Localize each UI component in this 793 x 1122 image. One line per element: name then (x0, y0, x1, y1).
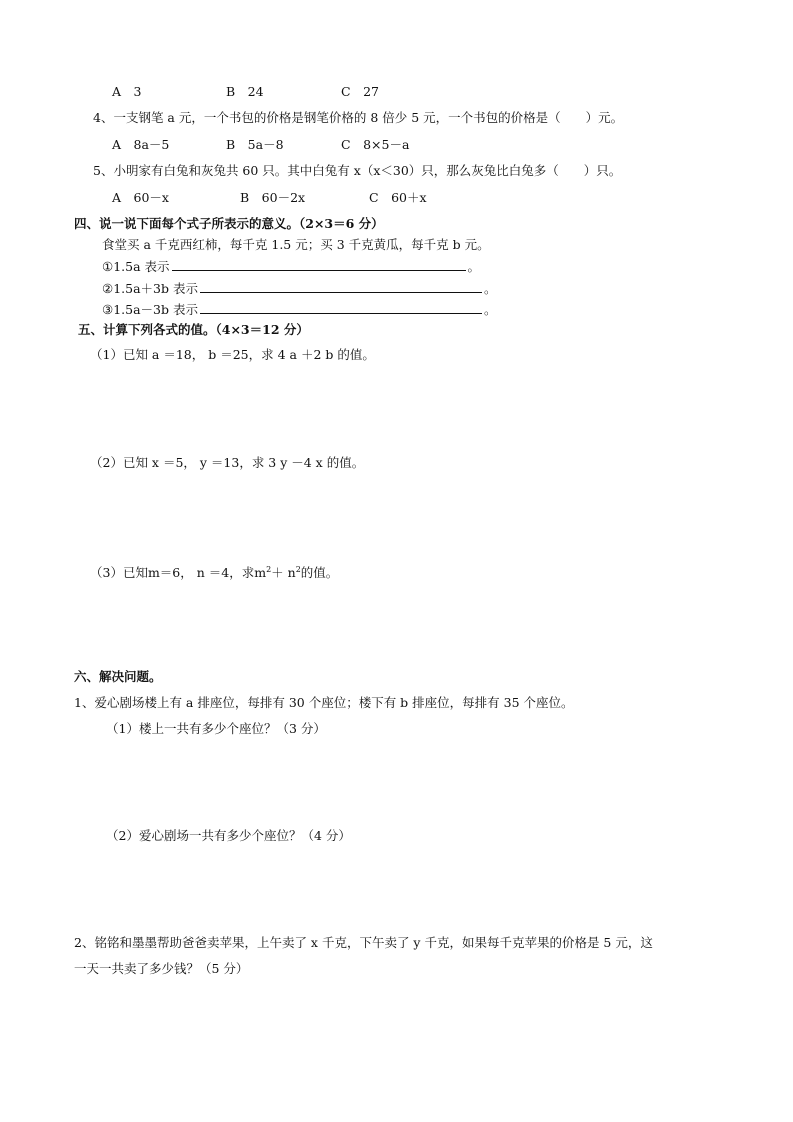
section5-q3-pre: （3）已知m＝6， n ＝4，求m (90, 565, 267, 580)
section5-title: 五、计算下列各式的值。（4×3＝12 分） (78, 322, 309, 337)
section4-item-3-end: 。 (483, 302, 497, 317)
exponent-2: 2 (295, 565, 301, 574)
q4-option-c: C 8×5－a (341, 137, 410, 152)
q5-text: 5、小明家有白兔和灰兔共 60 只。其中白兔有 x（x＜30）只，那么灰兔比白兔多（ ）只。 (93, 163, 622, 178)
section6-problem1-q2: （2）爱心剧场一共有多少个座位？（4 分） (106, 828, 351, 843)
section6-problem1-q1: （1）楼上一共有多少个座位？（3 分） (106, 721, 326, 736)
section4-item-2-end: 。 (483, 281, 497, 296)
q5-option-c: C 60＋x (369, 190, 427, 205)
section5-q3-mid: ＋ n (271, 565, 296, 580)
section4-intro: 食堂买 a 千克西红柿，每千克 1.5 元；买 3 千克黄瓜，每千克 b 元。 (102, 237, 490, 252)
q3-option-a: A 3 (112, 84, 142, 99)
section5-q1: （1）已知 a ＝18， b ＝25，求 4 a ＋2 b 的值。 (90, 347, 375, 362)
section6-title: 六、解决问题。 (74, 669, 162, 684)
section4-item-1-label: ①1.5a 表示 (102, 259, 170, 274)
q5-option-b: B 60－2x (240, 190, 306, 205)
section4-item-3 (102, 301, 496, 318)
q3-option-c: C 27 (341, 84, 379, 99)
section4-item-1 (102, 258, 480, 275)
section4-item-2 (102, 280, 496, 297)
q4-option-a: A 8a－5 (112, 137, 170, 152)
section6-problem2-line2: 一天一共卖了多少钱？（5 分） (74, 961, 249, 976)
q4-option-b: B 5a－8 (226, 137, 284, 152)
exponent-1: 2 (266, 565, 272, 574)
section5-q3-post: 的值。 (300, 565, 339, 580)
answer-line-1[interactable] (172, 258, 466, 271)
section5-q2: （2）已知 x ＝5， y ＝13，求 3 y －4 x 的值。 (90, 455, 365, 470)
section4-item-3-label: ③1.5a－3b 表示 (102, 302, 198, 317)
section4-item-1-end: 。 (467, 259, 481, 274)
q3-option-b: B 24 (226, 84, 264, 99)
section6-problem1: 1、爱心剧场楼上有 a 排座位，每排有 30 个座位；楼下有 b 排座位，每排有 35 个座位。 (74, 695, 574, 710)
section5-q3 (90, 562, 338, 581)
section4-item-2-label: ②1.5a＋3b 表示 (102, 281, 198, 296)
answer-line-3[interactable] (200, 301, 482, 314)
answer-line-2[interactable] (200, 280, 482, 293)
section6-problem2-line1: 2、铭铭和墨墨帮助爸爸卖苹果，上午卖了 x 千克，下午卖了 y 千克，如果每千克苹果的价格是 5 元，这 (74, 935, 653, 950)
q4-text: 4、一支钢笔 a 元，一个书包的价格是钢笔价格的 8 倍少 5 元，一个书包的价格是（ ）元。 (93, 110, 624, 125)
q5-option-a: A 60－x (112, 190, 169, 205)
section4-title: 四、说一说下面每个式子所表示的意义。（2×3＝6 分） (74, 216, 384, 231)
